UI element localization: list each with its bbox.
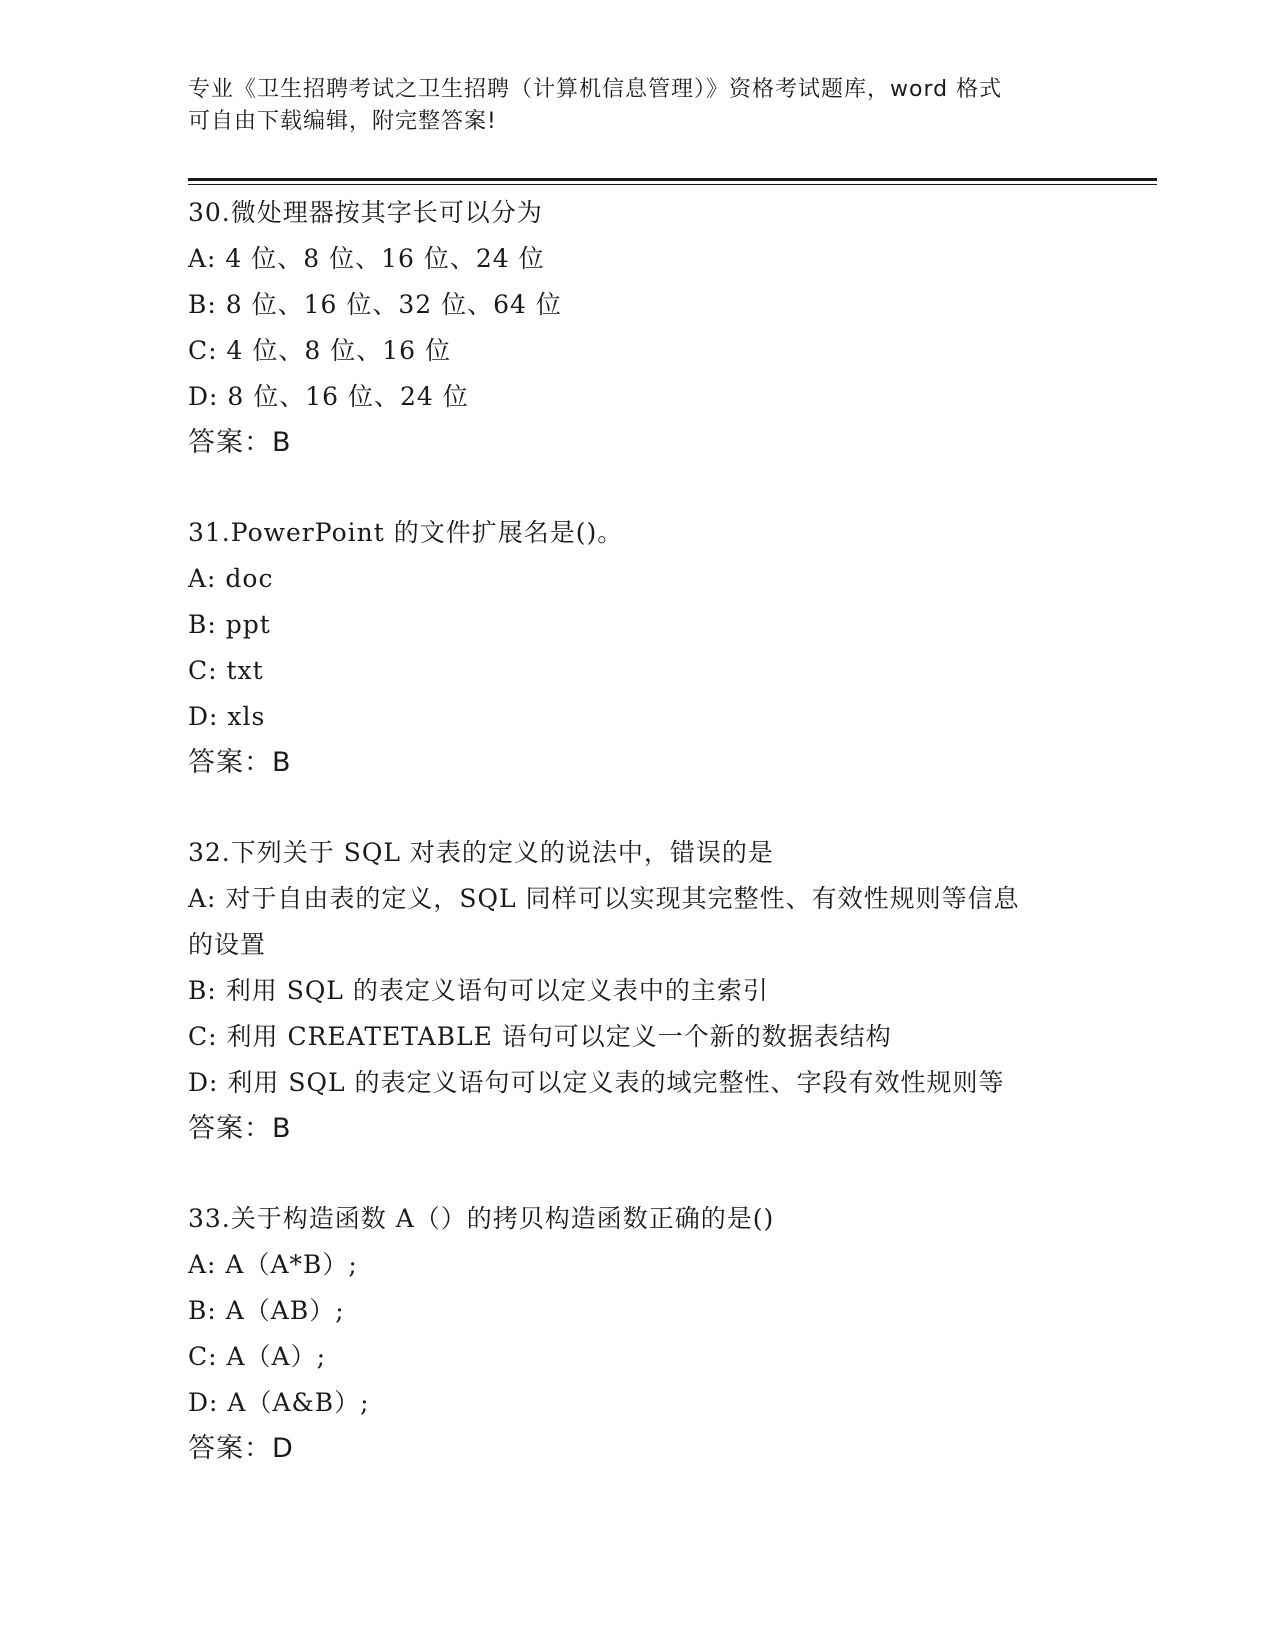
- option-b: B: ppt: [188, 610, 271, 639]
- answer-line: 答案：B: [188, 427, 292, 458]
- option-a: A: A（A*B）;: [188, 1250, 358, 1279]
- question-stem: 30.微处理器按其字长可以分为: [188, 198, 543, 227]
- question-spacer: [188, 1152, 1088, 1196]
- option-a: A: 对于自由表的定义，SQL 同样可以实现其完整性、有效性规则等信息的设置: [188, 884, 1020, 959]
- answer-line: 答案：B: [188, 747, 292, 778]
- option-d: D: 8 位、16 位、24 位: [188, 382, 469, 411]
- option-d: D: 利用 SQL 的表定义语句可以定义表的域完整性、字段有效性规则等: [188, 1068, 1005, 1097]
- option-c: C: txt: [188, 656, 264, 685]
- option-c: C: A（A）;: [188, 1342, 327, 1371]
- option-d: D: A（A&B）;: [188, 1388, 370, 1417]
- question-30: [188, 190, 1088, 466]
- question-33: [188, 1196, 1088, 1472]
- answer-line: 答案：D: [188, 1433, 294, 1464]
- question-32: [188, 830, 1088, 1152]
- option-d: D: xls: [188, 702, 266, 731]
- option-b: B: 利用 SQL 的表定义语句可以定义表中的主索引: [188, 976, 769, 1005]
- header-rule-thin: [188, 184, 1157, 185]
- question-stem: 31.PowerPoint 的文件扩展名是()。: [188, 518, 624, 547]
- header-line-1: 专业《卫生招聘考试之卫生招聘（计算机信息管理）》资格考试题库，word 格式: [188, 77, 1003, 102]
- option-c: C: 4 位、8 位、16 位: [188, 336, 451, 365]
- option-a: A: 4 位、8 位、16 位、24 位: [188, 244, 545, 273]
- answer-line: 答案：B: [188, 1113, 292, 1144]
- question-spacer: [188, 466, 1088, 510]
- header-rule-thick: [188, 178, 1157, 181]
- option-c: C: 利用 CREATETABLE 语句可以定义一个新的数据表结构: [188, 1022, 892, 1051]
- question-spacer: [188, 786, 1088, 830]
- option-a: A: doc: [188, 564, 274, 593]
- option-b: B: 8 位、16 位、32 位、64 位: [188, 290, 562, 319]
- question-31: [188, 510, 1088, 786]
- question-stem: 33.关于构造函数 A（）的拷贝构造函数正确的是(): [188, 1204, 775, 1233]
- document-header: [188, 74, 1068, 138]
- option-b: B: A（AB）;: [188, 1296, 345, 1325]
- question-stem: 32.下列关于 SQL 对表的定义的说法中，错误的是: [188, 838, 774, 867]
- header-line-2: 可自由下载编辑，附完整答案!: [188, 109, 497, 134]
- question-list: [188, 190, 1088, 1472]
